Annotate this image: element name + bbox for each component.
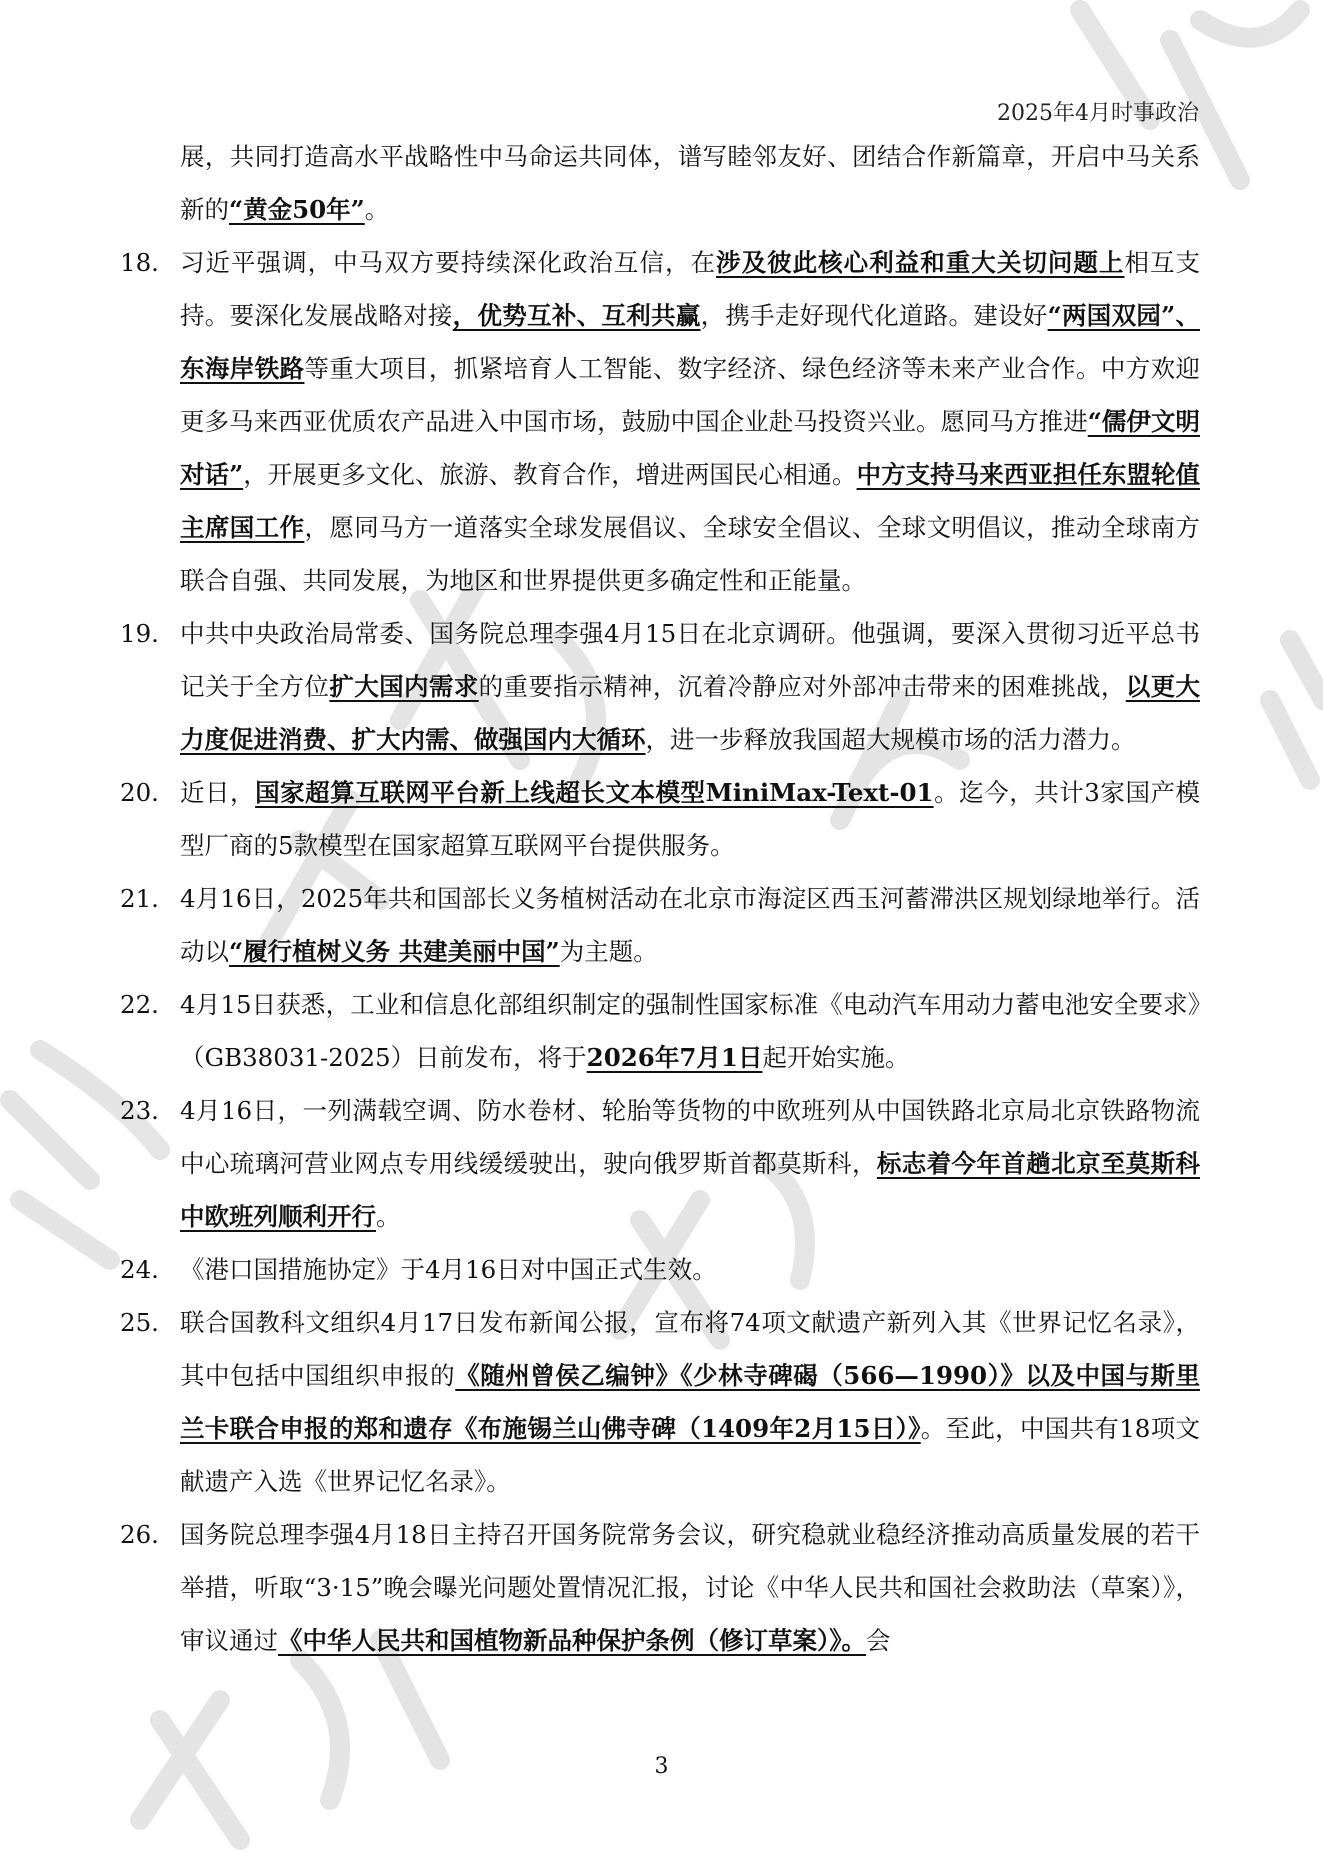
- text-run: 联合国教科文组织4月17日发布新闻公报，宣布将74项文献遗产新列入其《世界记忆名录》，其中包括中国组织申报的: [180, 1308, 1200, 1390]
- underlined-keypoint: 国家超算互联网平台新上线超长文本模型MiniMax-Text-01: [255, 778, 934, 807]
- text-run: 。迄今，共计3家国产模型厂商的5款模型在国家超算互联网平台提供服务。: [180, 778, 1200, 860]
- underlined-keypoint: 《随州曾侯乙编钟》《少林寺碑碣（566—1990）》以及中国与斯里兰卡联合申报的郑和遗存《布施锡兰山佛寺碑（1409年2月15日）》: [180, 1361, 1201, 1443]
- continuation-paragraph: [120, 130, 1200, 236]
- page-header: 2025年4月时事政治: [997, 101, 1199, 126]
- item-number: 18.: [120, 248, 159, 277]
- text-run: 为主题。: [559, 937, 658, 966]
- news-item: [120, 1084, 1200, 1243]
- text-run: 相互支持。要深化发展战略对接: [180, 248, 1201, 330]
- text-run: 会: [866, 1626, 891, 1655]
- text-run: 《港口国措施协定》于4月16日对中国正式生效。: [180, 1255, 717, 1284]
- text-run: 。: [376, 1202, 401, 1231]
- text-run: 4月16日，一列满载空调、防水卷材、轮胎等货物的中欧班列从中国铁路北京局北京铁路物流中心琉璃河营业网点专用线缓缓驶出，驶向俄罗斯首都莫斯科，: [180, 1096, 1200, 1178]
- item-number: 25.: [120, 1308, 159, 1337]
- news-item: [120, 1243, 1200, 1296]
- item-number: 23.: [120, 1096, 159, 1125]
- news-item: [120, 607, 1200, 766]
- underlined-keypoint: “儒伊文明对话”: [180, 407, 1200, 489]
- underlined-keypoint: ，优势互补、互利共赢: [452, 301, 701, 330]
- underlined-keypoint: 《中华人民共和国植物新品种保护条例（修订草案）》。: [278, 1626, 866, 1655]
- text-run: ，进一步释放我国超大规模市场的活力潜力。: [645, 725, 1136, 754]
- news-item: [120, 872, 1200, 978]
- item-number: 22.: [120, 990, 159, 1019]
- text-run: 近日，: [180, 778, 256, 807]
- underlined-keypoint: 扩大国内需求: [329, 672, 479, 701]
- text-run: ，开展更多文化、旅游、教育合作，增进两国民心相通。: [243, 460, 857, 489]
- text-run: 等重大项目，抓紧培育人工智能、数字经济、绿色经济等未来产业合作。中方欢迎更多马来西亚优质农产品进入中国市场，鼓励中国企业赴马投资兴业。愿同马方推进: [180, 354, 1200, 436]
- text-run: 起开始实施。: [762, 1043, 910, 1072]
- text-run: ，携手走好现代化道路。建设好: [700, 301, 1048, 330]
- news-item: [120, 236, 1200, 607]
- underlined-keypoint: 中方支持马来西亚担任东盟轮值主席国工作: [180, 460, 1201, 542]
- item-number: 19.: [120, 619, 159, 648]
- underlined-keypoint: “黄金50年”: [229, 195, 365, 224]
- underlined-keypoint: 以更大力度促进消费、扩大内需、做强国内大循环: [180, 672, 1201, 754]
- news-item: [120, 766, 1200, 872]
- text-run: 展，共同打造高水平战略性中马命运共同体，谱写睦邻友好、团结合作新篇章，开启中马关系新的: [180, 142, 1200, 224]
- news-list: [120, 236, 1200, 1667]
- page-number: 3: [654, 1754, 669, 1779]
- text-run: 。: [364, 195, 390, 224]
- item-number: 20.: [120, 778, 159, 807]
- text-run: 4月15日获悉，工业和信息化部组织制定的强制性国家标准《电动汽车用动力蓄电池安全要求》（GB38031-2025）日前发布，将于: [180, 990, 1200, 1072]
- news-item: [120, 1296, 1200, 1508]
- underlined-keypoint: 2026年7月1日: [586, 1043, 763, 1072]
- document-body: [120, 130, 1200, 1667]
- item-number: 21.: [120, 884, 159, 913]
- underlined-keypoint: 涉及彼此核心利益和重大关切问题上: [716, 248, 1125, 277]
- underlined-keypoint: “两国双园”、东海岸铁路: [180, 301, 1201, 383]
- text-run: 4月16日，2025年共和国部长义务植树活动在北京市海淀区西玉河蓄滞洪区规划绿地举行。活动以: [180, 884, 1200, 966]
- text-run: 国务院总理李强4月18日主持召开国务院常务会议，研究稳就业稳经济推动高质量发展的若干举措，听取“3·15”晚会曝光问题处置情况汇报，讨论《中华人民共和国社会救助法（草案）》，审议通过: [180, 1520, 1200, 1655]
- text-run: 中共中央政治局常委、国务院总理李强4月15日在北京调研。他强调，要深入贯彻习近平总书记关于全方位: [180, 619, 1200, 701]
- underlined-keypoint: 标志着今年首趟北京至莫斯科中欧班列顺利开行: [180, 1149, 1201, 1231]
- item-number: 24.: [120, 1255, 159, 1284]
- text-run: 习近平强调，中马双方要持续深化政治互信，在: [180, 248, 717, 277]
- news-item: [120, 1508, 1200, 1667]
- underlined-keypoint: “履行植树义务 共建美丽中国”: [229, 937, 560, 966]
- text-run: 。至此，中国共有18项文献遗产入选《世界记忆名录》。: [180, 1414, 1200, 1496]
- item-number: 26.: [120, 1520, 159, 1549]
- text-run: ，愿同马方一道落实全球发展倡议、全球安全倡议、全球文明倡议，推动全球南方联合自强、共同发展，为地区和世界提供更多确定性和正能量。: [180, 513, 1200, 595]
- news-item: [120, 978, 1200, 1084]
- text-run: 的重要指示精神，沉着冷静应对外部冲击带来的困难挑战，: [478, 672, 1126, 701]
